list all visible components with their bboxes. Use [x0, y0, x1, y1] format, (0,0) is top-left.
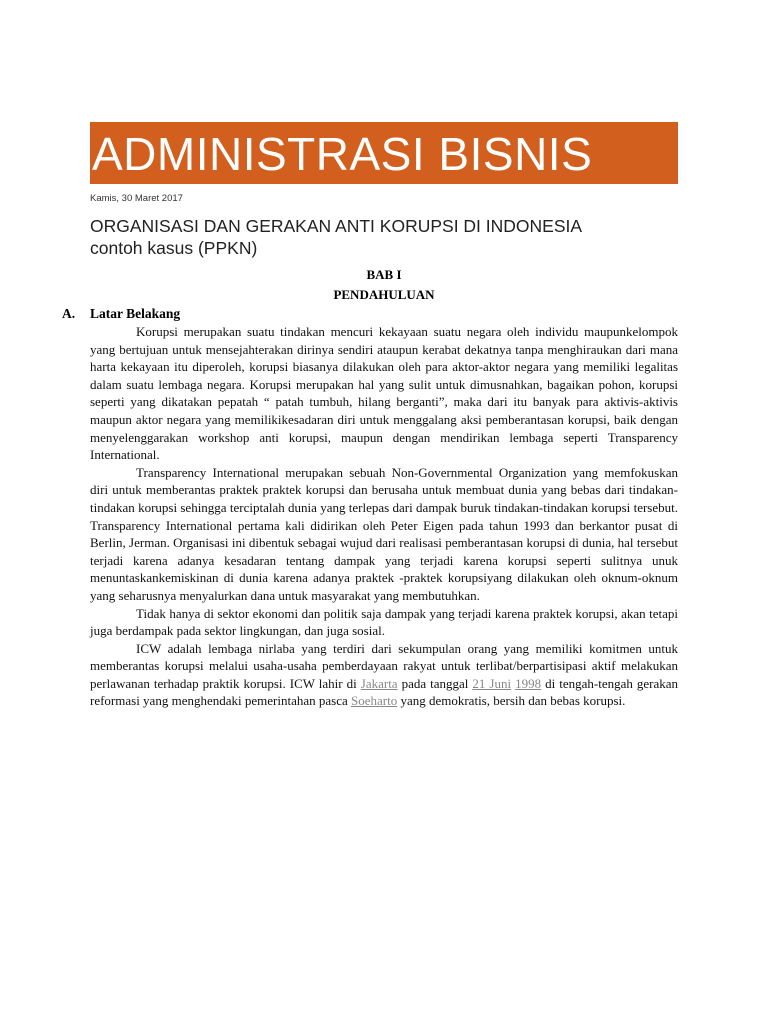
blog-title[interactable]: ADMINISTRASI BISNIS [92, 128, 593, 180]
paragraph-4-text-a: ICW adalah lembaga nirlaba yang terdiri dari sekumpulan orang yang memiliki komitmen untuk memberantas korupsi melalui usaha-usaha pemberdayaan rakyat untuk terlibat/berpartisipasi aktif melakukan perlawanan terhadap praktik korupsi. ICW lahir di [90, 640, 678, 691]
paragraph-1: Korupsi merupakan suatu tindakan mencuri kekayaan suatu negara oleh individu maupunkelompok yang bertujuan untuk mensejahterakan dirinya sendiri ataupun kerabat dekatnya tanpa menghiraukan dari mana harta kekayaan itu diperoleh, korupsi biasanya dilakukan oleh para aktor-aktor negara yang memiliki legalitas dalam suatu lembaga negara. Korupsi merupakan hal yang sulit untuk dimusnahkan, bagaikan pohon, korupsi seperti yang dikatakan pepatah “ patah tumbuh, hilang berganti”, maka dari itu banyak para aktivis-aktivis maupun aktor negara yang memilikikesadaran diri untuk menggalang aksi pemberantasan korupsi, baik dengan menyelenggarakan workshop anti korupsi, maupun dengan mendirikan lembaga seperti Transparency International. [90, 324, 678, 463]
paragraph-2: Transparency International merupakan sebuah Non-Governmental Organization yang memfokuskan diri untuk memberantas praktek praktek korupsi dan berusaha untuk membuat dunia yang bebas dari tindakan-tindakan korupsi sehingga terciptalah dunia yang terlepas dari dampak buruk tindakan-tindakan korupsi tersebut. Transparency International pertama kali didirikan oleh Peter Eigen pada tahun 1993 dan berkantor pusat di Berlin, Jerman. Organisasi ini dibentuk sebagai wujud dari realisasi pemberantasan korupsi di dunia, hal tersebut terjadi karena adanya kesadaran tentang dampak yang terjadi karena korupsi seperti sulitnya unuk menuntaskankemiskinan di dunia karena adanya praktek -praktek korupsiyang dilakukan oleh oknum-oknum yang seharusnya menyalurkan dana untuk masyarakat yang membutuhkan. [90, 464, 678, 603]
post-title-line1[interactable]: ORGANISASI DAN GERAKAN ANTI KORUPSI DI INDONESIA [90, 216, 583, 236]
section-title: Latar Belakang [90, 306, 181, 321]
blog-page [62, 122, 679, 710]
post-title-line2[interactable]: contoh kasus (PPKN) [90, 238, 258, 258]
blog-header-banner[interactable] [90, 122, 678, 184]
link-21-juni[interactable]: 21 Juni [472, 675, 512, 691]
link-jakarta[interactable]: Jakarta [360, 675, 398, 691]
paragraph-4-text-e: yang demokratis, bersih dan bebas korupsi. [397, 693, 626, 709]
chapter-heading [90, 265, 678, 305]
chapter-title: PENDAHULUAN [333, 287, 435, 302]
paragraph-3: Tidak hanya di sektor ekonomi dan politik saja dampak yang terjadi karena praktek korupsi, akan tetapi juga berdampak pada sektor lingkungan, dan juga sosial. [90, 605, 678, 639]
post-date: Kamis, 30 Maret 2017 [90, 193, 183, 204]
chapter-number: BAB I [366, 267, 402, 282]
link-1998[interactable]: 1998 [515, 675, 542, 691]
paragraph-4-text-d: di tengah-tengah gerakan reformasi yang menghendaki pemerintahan pasca [90, 675, 679, 709]
link-soeharto[interactable]: Soeharto [350, 693, 398, 709]
paragraph-4-text-b: pada tanggal [397, 675, 473, 691]
section-letter: A. [62, 306, 76, 321]
post-title[interactable] [90, 215, 678, 259]
paragraph-4 [90, 640, 678, 710]
section-heading [62, 305, 678, 323]
